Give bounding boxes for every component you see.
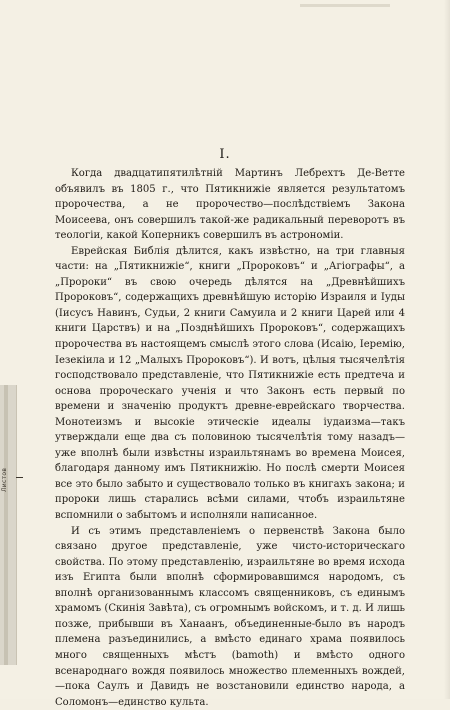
side-tab [0, 385, 17, 665]
side-tab-stripe [4, 385, 8, 665]
paragraph: И съ этимъ представленіемъ о первенствѣ Закона было связано другое представленіе, уже чисто-историческаго свойства. По этому представленію, израильтяне во время исхода изъ Египта были вполнѣ сформировавшимся народомъ, съ вполнѣ организованнымъ классомъ священниковъ, съ единымъ храмомъ (Скинія Завѣта), съ огромнымъ войскомъ, и т. д. И лишь позже, прибывши въ Ханаанъ, объединенные-было въ народъ племена разъединились, а вмѣсто единаго храма появилось много священныхъ мѣстъ (bamoth) и вмѣсто одного всенароднаго вождя появилось множество племенныхъ вождей,—пока Саулъ и Давидъ не возстановили единство народа, а Соломонъ—единство культа. [55, 525, 405, 708]
side-tab-tick [16, 477, 23, 478]
scan-mark [300, 4, 390, 7]
page-edge-shadow [444, 0, 450, 699]
section-heading: I. [219, 147, 231, 162]
side-tab-label: Листов [1, 467, 8, 493]
paragraph: Когда двадцатипятилѣтній Мартинъ Лебрехтъ Де-Ветте объявилъ въ 1805 г., что Пятикнижіе является результатомъ пророчества, а не пророчество—послѣдствіемъ Закона Моисеева, онъ совершилъ такой-же радикальный переворотъ въ теологіи, какой Коперникъ совершилъ въ астрономіи. [55, 168, 405, 242]
paragraph: Еврейская Библія дѣлится, какъ извѣстно, на три главныя части: на „Пятикнижіе“, книги „Пророковъ“ и „Агіографы“, а „Пророки“ въ свою очередь дѣлятся на „Древнѣйшихъ Пророковъ“, содержащихъ древнѣйшую исторію Израиля и Іуды (Іисусъ Навинъ, Судьи, 2 книги Самуила и 2 книги Царей или 4 книги Царствъ) и на „Позднѣйшихъ Пророковъ“, содержащихъ пророчества въ настоящемъ смыслѣ этого слова (Исаію, Іеремію, Іезекіила и 12 „Малыхъ Пророковъ“). И вотъ, цѣлыя тысячелѣтія господствовало представленіе, что Пятикнижіе есть предтеча и основа пророческаго ученія и что Законъ есть первый по времени и значенію продуктъ древне-еврейскаго творчества. Монотеизмъ и высокіе этическіе идеалы іудаизма—такъ утверждали еще два съ половиною тысячелѣтія тому назадъ—уже вполнѣ были извѣстны израильтянамъ во времена Моисея, благодаря данному имъ Пятикнижію. Но послѣ смерти Моисея все это было забыто и существовало только въ книгахъ закона; и пророки лишь старались всѣми силами, чтобъ израильтяне вспомнили о забытомъ и исполняли написанное. [55, 245, 405, 522]
body-text [55, 166, 405, 710]
